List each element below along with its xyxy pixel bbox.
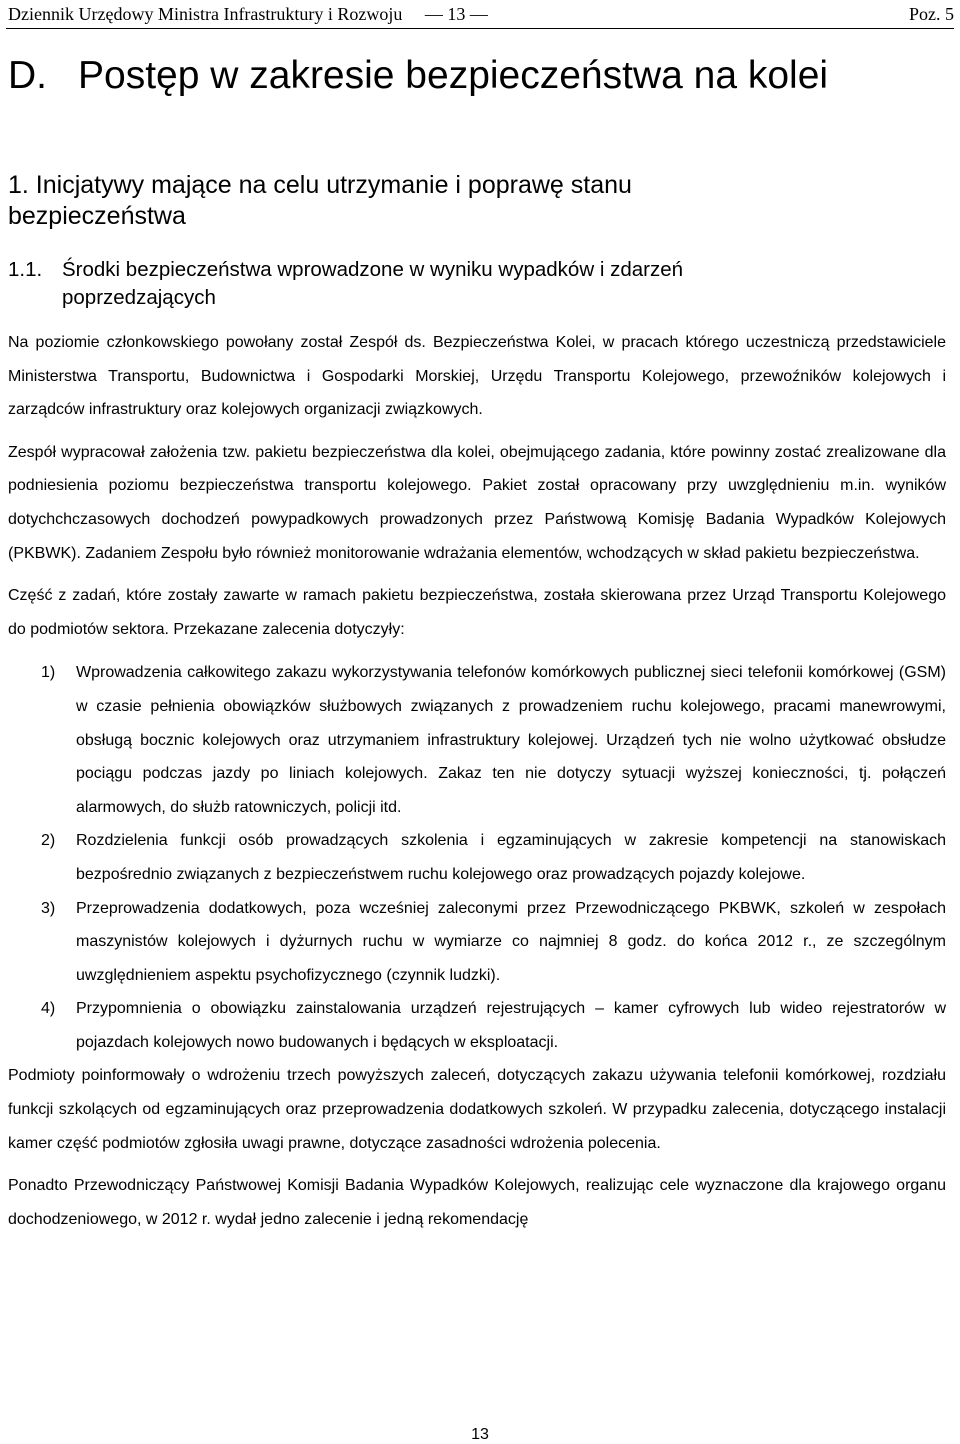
page-header (6, 2, 954, 29)
heading-2-line2: poprzedzających (62, 286, 216, 309)
list-item (8, 892, 946, 993)
list-item (8, 992, 946, 1059)
paragraph: Ponadto Przewodniczący Państwowej Komisji Badania Wypadków Kolejowych, realizując cele wyznaczone dla krajowego organu dochodzeniowego, w 2012 r. wydał jedno zalecenie i jedną rekomendację (8, 1177, 946, 1228)
page-number: 13 (471, 1426, 489, 1443)
heading-level-2 (8, 256, 908, 312)
list-marker: 3) (41, 899, 56, 917)
paragraph: Podmioty poinformowały o wdrożeniu trzech powyższych zaleceń, dotyczących zakazu używania telefonii komórkowej, rozdziału funkcji szkolących od egzaminujących oraz przeprowadzenia dodatkowych szkoleń. W przypadku zalecenia, dotyczącego instalacji kamer część podmiotów zgłosiła uwagi prawne, dotyczące zasadności wdrożenia polecenia. (8, 1067, 946, 1152)
paragraph: Zespół wypracował założenia tzw. pakietu bezpieczeństwa dla kolei, obejmującego zadania, które powinny zostać zrealizowane dla podniesienia poziomu bezpieczeństwa transportu kolejowego. Pakiet został opracowany przy uwzględnieniu m.in. wyników dotychchczasowych dochodzeń powypadkowych prowadzonych przez Państwową Komisję Badania Wypadków Kolejowych (PKBWK). Zadaniem Zespołu było również monitorowanie wdrażania elementów, wchodzących w skład pakietu bezpieczeństwa. (8, 443, 946, 562)
section-number: D. (8, 54, 47, 97)
list-marker: 4) (41, 1000, 56, 1018)
list-item-text: Przypomnienia o obowiązku zainstalowania urządzeń rejestrujących – kamer cyfrowych lub wideo rejestratorów w pojazdach kolejowych nowo budowanych i będących w eksploatacji. (76, 1000, 946, 1051)
header-left (8, 4, 488, 25)
document-body (8, 326, 946, 1245)
heading-2-line1: Środki bezpieczeństwa wprowadzone w wyniku wypadków i zdarzeń (62, 258, 683, 281)
position-number: Poz. 5 (909, 4, 954, 24)
page-marker: — 13 — (424, 4, 488, 24)
list-item (8, 656, 946, 824)
paragraph: Część z zadań, które zostały zawarte w ramach pakietu bezpieczeństwa, została skierowana przez Urząd Transportu Kolejowego do podmiotów sektora. Przekazane zalecenia dotyczyły: (8, 587, 946, 638)
section-title: Postęp w zakresie bezpieczeństwa na kolei (78, 54, 829, 97)
list-item (8, 824, 946, 891)
recommendations-list (8, 656, 946, 1059)
section-heading (8, 52, 908, 100)
list-marker: 1) (41, 664, 56, 682)
paragraph: Na poziomie członkowskiego powołany został Zespół ds. Bezpieczeństwa Kolei, w pracach którego uczestniczą przedstawiciele Ministerstwa Transportu, Budownictwa i Gospodarki Morskiej, Urzędu Transportu Kolejowego, przewoźników kolejowych i zarządców infrastruktury oraz kolejowych organizacji związkowych. (8, 334, 946, 419)
list-item-text: Wprowadzenia całkowitego zakazu wykorzystywania telefonów komórkowych publicznej sieci telefonii komórkowej (GSM) w czasie pełnienia obowiązków służbowych związanych z prowadzeniem ruchu kolejowego, pracami manewrowymi, obsługą bocznic kolejowych oraz utrzymaniem infrastruktury kolejowej. Urządzeń tych nie wolno użytkować obsłudze pociągu podczas jazdy po liniach kolejowych. Zakaz ten nie dotyczy sytuacji wyższej konieczności, tj. połączeń alarmowych, do służb ratowniczych, policji itd. (76, 664, 946, 816)
list-item-text: Rozdzielenia funkcji osób prowadzących szkolenia i egzaminujących w zakresie kompetencji na stanowiskach bezpośrednio związanych z bezpieczeństwem ruchu kolejowego oraz prowadzących pojazdy kolejowe. (76, 832, 946, 883)
list-item-text: Przeprowadzenia dodatkowych, poza wcześniej zaleconymi przez Przewodniczącego PKBWK, szkoleń w zespołach maszynistów kolejowych i dyżurnych ruchu w wymiarze co najmniej 8 godz. do końca 2012 r., ze szczególnym uwzględnieniem aspektu psychofizycznego (czynnik ludzki). (76, 899, 946, 984)
journal-title: Dziennik Urzędowy Ministra Infrastruktury i Rozwoju (8, 4, 403, 24)
heading-2-number: 1.1. (8, 258, 43, 281)
list-marker: 2) (41, 832, 56, 850)
heading-level-1: 1. Inicjatywy mające na celu utrzymanie i poprawę stanu bezpieczeństwa (8, 171, 632, 230)
